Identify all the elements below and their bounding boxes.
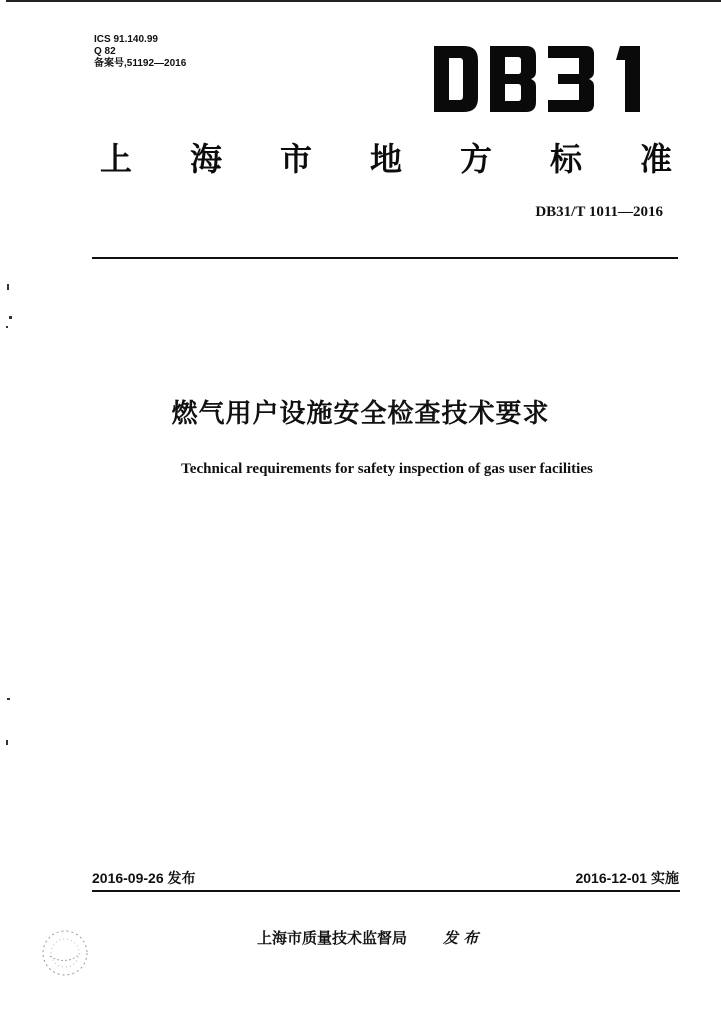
footer-divider — [92, 890, 680, 892]
heading-char: 方 — [459, 140, 492, 178]
record-number: 备案号,51192—2016 — [94, 58, 187, 69]
scan-speck — [7, 698, 10, 700]
standard-number: DB31/T 1011—2016 — [535, 204, 663, 220]
publisher-action: 发 布 — [443, 929, 479, 947]
document-title-english: Technical requirements for safety inspection of gas user facilities — [181, 461, 593, 477]
issue-date: 2016-09-26 发布 — [92, 870, 196, 886]
publisher-line — [257, 927, 478, 948]
header-divider — [92, 257, 678, 259]
implementation-date: 2016-12-01 实施 — [575, 870, 679, 886]
top-border-line — [6, 0, 721, 2]
scan-speck — [7, 284, 9, 290]
heading-char: 准 — [639, 140, 672, 178]
scan-speck — [9, 316, 12, 319]
local-standard-heading — [86, 134, 686, 180]
scan-speck — [6, 326, 8, 328]
scan-speck — [6, 740, 8, 745]
heading-char: 海 — [189, 140, 222, 178]
ccs-code: Q 82 — [94, 46, 116, 57]
publisher-name: 上海市质量技术监督局 — [257, 929, 408, 947]
heading-char: 市 — [279, 140, 312, 178]
db31-logo — [432, 44, 657, 114]
heading-char: 标 — [549, 140, 582, 178]
heading-char: 地 — [369, 140, 402, 178]
document-title-chinese: 燃气用户设施安全检查技术要求 — [171, 399, 550, 429]
ics-code: ICS 91.140.99 — [94, 34, 158, 45]
heading-char: 上 — [99, 140, 132, 178]
faint-seal-stamp — [38, 926, 92, 980]
classification-block — [94, 34, 186, 70]
